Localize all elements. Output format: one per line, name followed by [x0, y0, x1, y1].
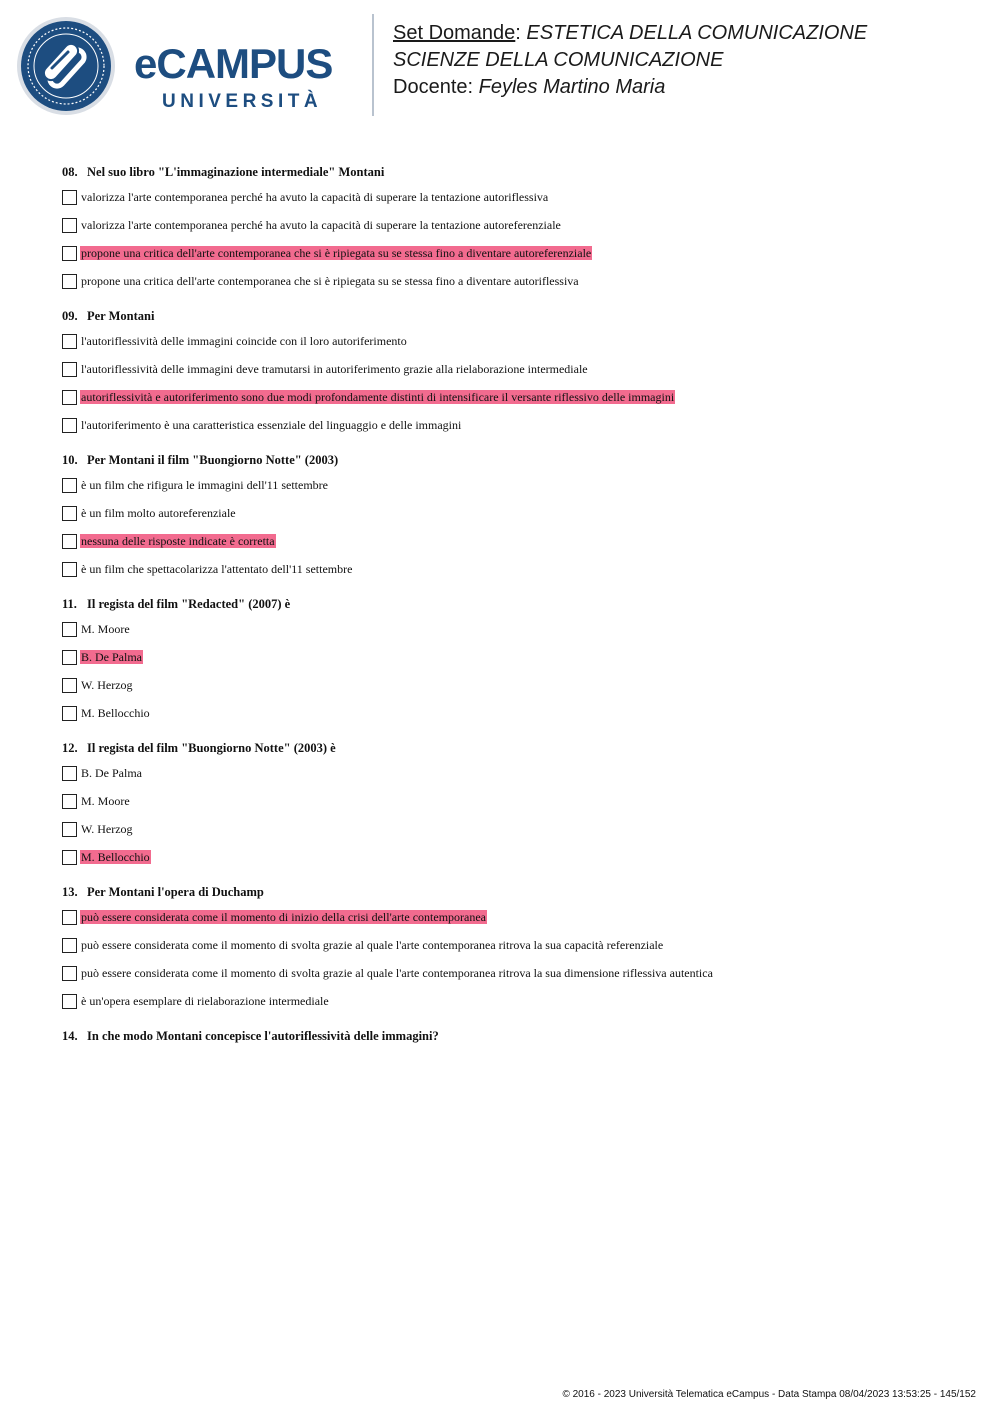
answer-option[interactable] — [62, 211, 962, 239]
question-text: Per Montani il film "Buongiorno Notte" (2003) — [87, 453, 339, 467]
ecampus-seal-logo — [16, 16, 116, 116]
question-title — [62, 881, 962, 903]
answer-checkbox[interactable] — [62, 766, 77, 781]
answer-text: è un film molto autoreferenziale — [81, 506, 236, 520]
question-block — [62, 449, 962, 583]
answer-text: può essere considerata come il momento di svolta grazie al quale l'arte contemporanea ritrova la sua capacità referenziale — [81, 938, 664, 952]
answer-option[interactable] — [62, 527, 962, 555]
answer-text: l'autoriflessività delle immagini deve tramutarsi in autoriferimento grazie alla rielaborazione intermediale — [81, 362, 588, 376]
answer-option[interactable] — [62, 959, 962, 987]
answer-checkbox[interactable] — [62, 706, 77, 721]
answer-text: valorizza l'arte contemporanea perché ha avuto la capacità di superare la tentazione autoreferenziale — [81, 218, 561, 232]
question-number: 14. — [62, 1029, 78, 1043]
answer-text: è un'opera esemplare di rielaborazione intermediale — [81, 994, 329, 1008]
question-number: 12. — [62, 741, 78, 755]
question-title — [62, 593, 962, 615]
question-text: Per Montani l'opera di Duchamp — [87, 885, 264, 899]
answer-checkbox[interactable] — [62, 478, 77, 493]
ecampus-wordmark — [132, 38, 356, 112]
answer-option[interactable] — [62, 267, 962, 295]
answer-text: W. Herzog — [81, 822, 133, 836]
program-title: SCIENZE DELLA COMUNICAZIONE — [393, 49, 724, 71]
answer-option[interactable] — [62, 671, 962, 699]
set-label: Set Domande — [393, 22, 516, 44]
question-text: Nel suo libro "L'immaginazione intermediale" Montani — [87, 165, 385, 179]
teacher-line — [393, 74, 867, 101]
question-title — [62, 737, 962, 759]
question-number: 10. — [62, 453, 78, 467]
question-number: 13. — [62, 885, 78, 899]
set-line — [393, 20, 867, 47]
question-number: 11. — [62, 597, 77, 611]
answer-checkbox[interactable] — [62, 622, 77, 637]
answer-text: valorizza l'arte contemporanea perché ha avuto la capacità di superare la tentazione autoriflessiva — [81, 190, 549, 204]
answer-checkbox[interactable] — [62, 362, 77, 377]
answer-option[interactable] — [62, 903, 962, 931]
answer-option[interactable] — [62, 555, 962, 583]
answer-option[interactable] — [62, 643, 962, 671]
answer-text: è un film che rifigura le immagini dell'11 settembre — [81, 478, 328, 492]
answer-option[interactable] — [62, 815, 962, 843]
answer-checkbox[interactable] — [62, 246, 77, 261]
set-separator: : — [515, 22, 521, 44]
answer-option[interactable] — [62, 327, 962, 355]
question-text: In che modo Montani concepisce l'autoriflessività delle immagini? — [87, 1029, 439, 1043]
answer-option[interactable] — [62, 355, 962, 383]
svg-text:eCAMPUS: eCAMPUS — [134, 40, 333, 87]
question-block — [62, 161, 962, 295]
answer-text-highlighted: propone una critica dell'arte contemporanea che si è ripiegata su se stessa fino a diventare autoreferenziale — [81, 246, 592, 260]
answer-text: è un film che spettacolarizza l'attentato dell'11 settembre — [81, 562, 353, 576]
teacher-label: Docente: — [393, 76, 474, 98]
answer-checkbox[interactable] — [62, 850, 77, 865]
answer-checkbox[interactable] — [62, 994, 77, 1009]
question-title — [62, 161, 962, 183]
answer-option[interactable] — [62, 759, 962, 787]
answer-text-highlighted: M. Bellocchio — [81, 850, 150, 864]
answer-option[interactable] — [62, 843, 962, 871]
question-title — [62, 449, 962, 471]
question-number: 08. — [62, 165, 78, 179]
answer-text-highlighted: autoriflessività e autoriferimento sono due modi profondamente distinti di intensificare il versante riflessivo delle immagini — [81, 390, 675, 404]
answer-option[interactable] — [62, 499, 962, 527]
course-title: ESTETICA DELLA COMUNICAZIONE — [526, 22, 868, 44]
question-block — [62, 593, 962, 727]
question-title — [62, 305, 962, 327]
answer-text: M. Moore — [81, 622, 130, 636]
answer-text: M. Bellocchio — [81, 706, 150, 720]
teacher-name: Feyles Martino Maria — [478, 76, 666, 98]
answer-option[interactable] — [62, 615, 962, 643]
answer-checkbox[interactable] — [62, 794, 77, 809]
answer-option[interactable] — [62, 931, 962, 959]
answer-checkbox[interactable] — [62, 534, 77, 549]
answer-checkbox[interactable] — [62, 562, 77, 577]
answer-checkbox[interactable] — [62, 822, 77, 837]
question-title — [62, 1025, 962, 1047]
answer-option[interactable] — [62, 383, 962, 411]
answer-text-highlighted: nessuna delle risposte indicate è corretta — [81, 534, 275, 548]
answer-checkbox[interactable] — [62, 678, 77, 693]
question-block — [62, 1025, 962, 1047]
question-block — [62, 881, 962, 1015]
answer-text-highlighted: può essere considerata come il momento di inizio della crisi dell'arte contemporanea — [81, 910, 487, 924]
svg-text:UNIVERSITÀ: UNIVERSITÀ — [162, 91, 323, 112]
answer-checkbox[interactable] — [62, 218, 77, 233]
question-number: 09. — [62, 309, 78, 323]
answer-checkbox[interactable] — [62, 274, 77, 289]
answer-text-highlighted: B. De Palma — [81, 650, 142, 664]
question-text: Per Montani — [87, 309, 155, 323]
answer-checkbox[interactable] — [62, 334, 77, 349]
question-text: Il regista del film "Redacted" (2007) è — [87, 597, 291, 611]
answer-checkbox[interactable] — [62, 506, 77, 521]
header-divider — [372, 14, 374, 116]
answer-text: propone una critica dell'arte contemporanea che si è ripiegata su se stessa fino a diventare autoriflessiva — [81, 274, 579, 288]
answer-checkbox[interactable] — [62, 418, 77, 433]
answer-option[interactable] — [62, 471, 962, 499]
answer-checkbox[interactable] — [62, 910, 77, 925]
answer-checkbox[interactable] — [62, 190, 77, 205]
answer-text: W. Herzog — [81, 678, 133, 692]
answer-option[interactable] — [62, 699, 962, 727]
answer-checkbox[interactable] — [62, 938, 77, 953]
question-list — [62, 161, 962, 1057]
header-info — [393, 20, 867, 101]
answer-option[interactable] — [62, 987, 962, 1015]
answer-text: l'autoriferimento è una caratteristica essenziale del linguaggio e delle immagini — [81, 418, 462, 432]
page-header — [0, 0, 1000, 130]
page-footer: © 2016 - 2023 Università Telematica eCampus - Data Stampa 08/04/2023 13:53:25 - 145/152 — [562, 1389, 976, 1400]
answer-option[interactable] — [62, 787, 962, 815]
answer-text: M. Moore — [81, 794, 130, 808]
question-block — [62, 737, 962, 871]
question-text: Il regista del film "Buongiorno Notte" (2003) è — [87, 741, 336, 755]
answer-text: l'autoriflessività delle immagini coincide con il loro autoriferimento — [81, 334, 407, 348]
question-block — [62, 305, 962, 439]
answer-checkbox[interactable] — [62, 966, 77, 981]
answer-option[interactable] — [62, 239, 962, 267]
answer-text: può essere considerata come il momento di svolta grazie al quale l'arte contemporanea ritrova la sua dimensione riflessiva autentica — [81, 966, 713, 980]
answer-checkbox[interactable] — [62, 650, 77, 665]
answer-option[interactable] — [62, 411, 962, 439]
answer-checkbox[interactable] — [62, 390, 77, 405]
answer-text: B. De Palma — [81, 766, 142, 780]
answer-option[interactable] — [62, 183, 962, 211]
